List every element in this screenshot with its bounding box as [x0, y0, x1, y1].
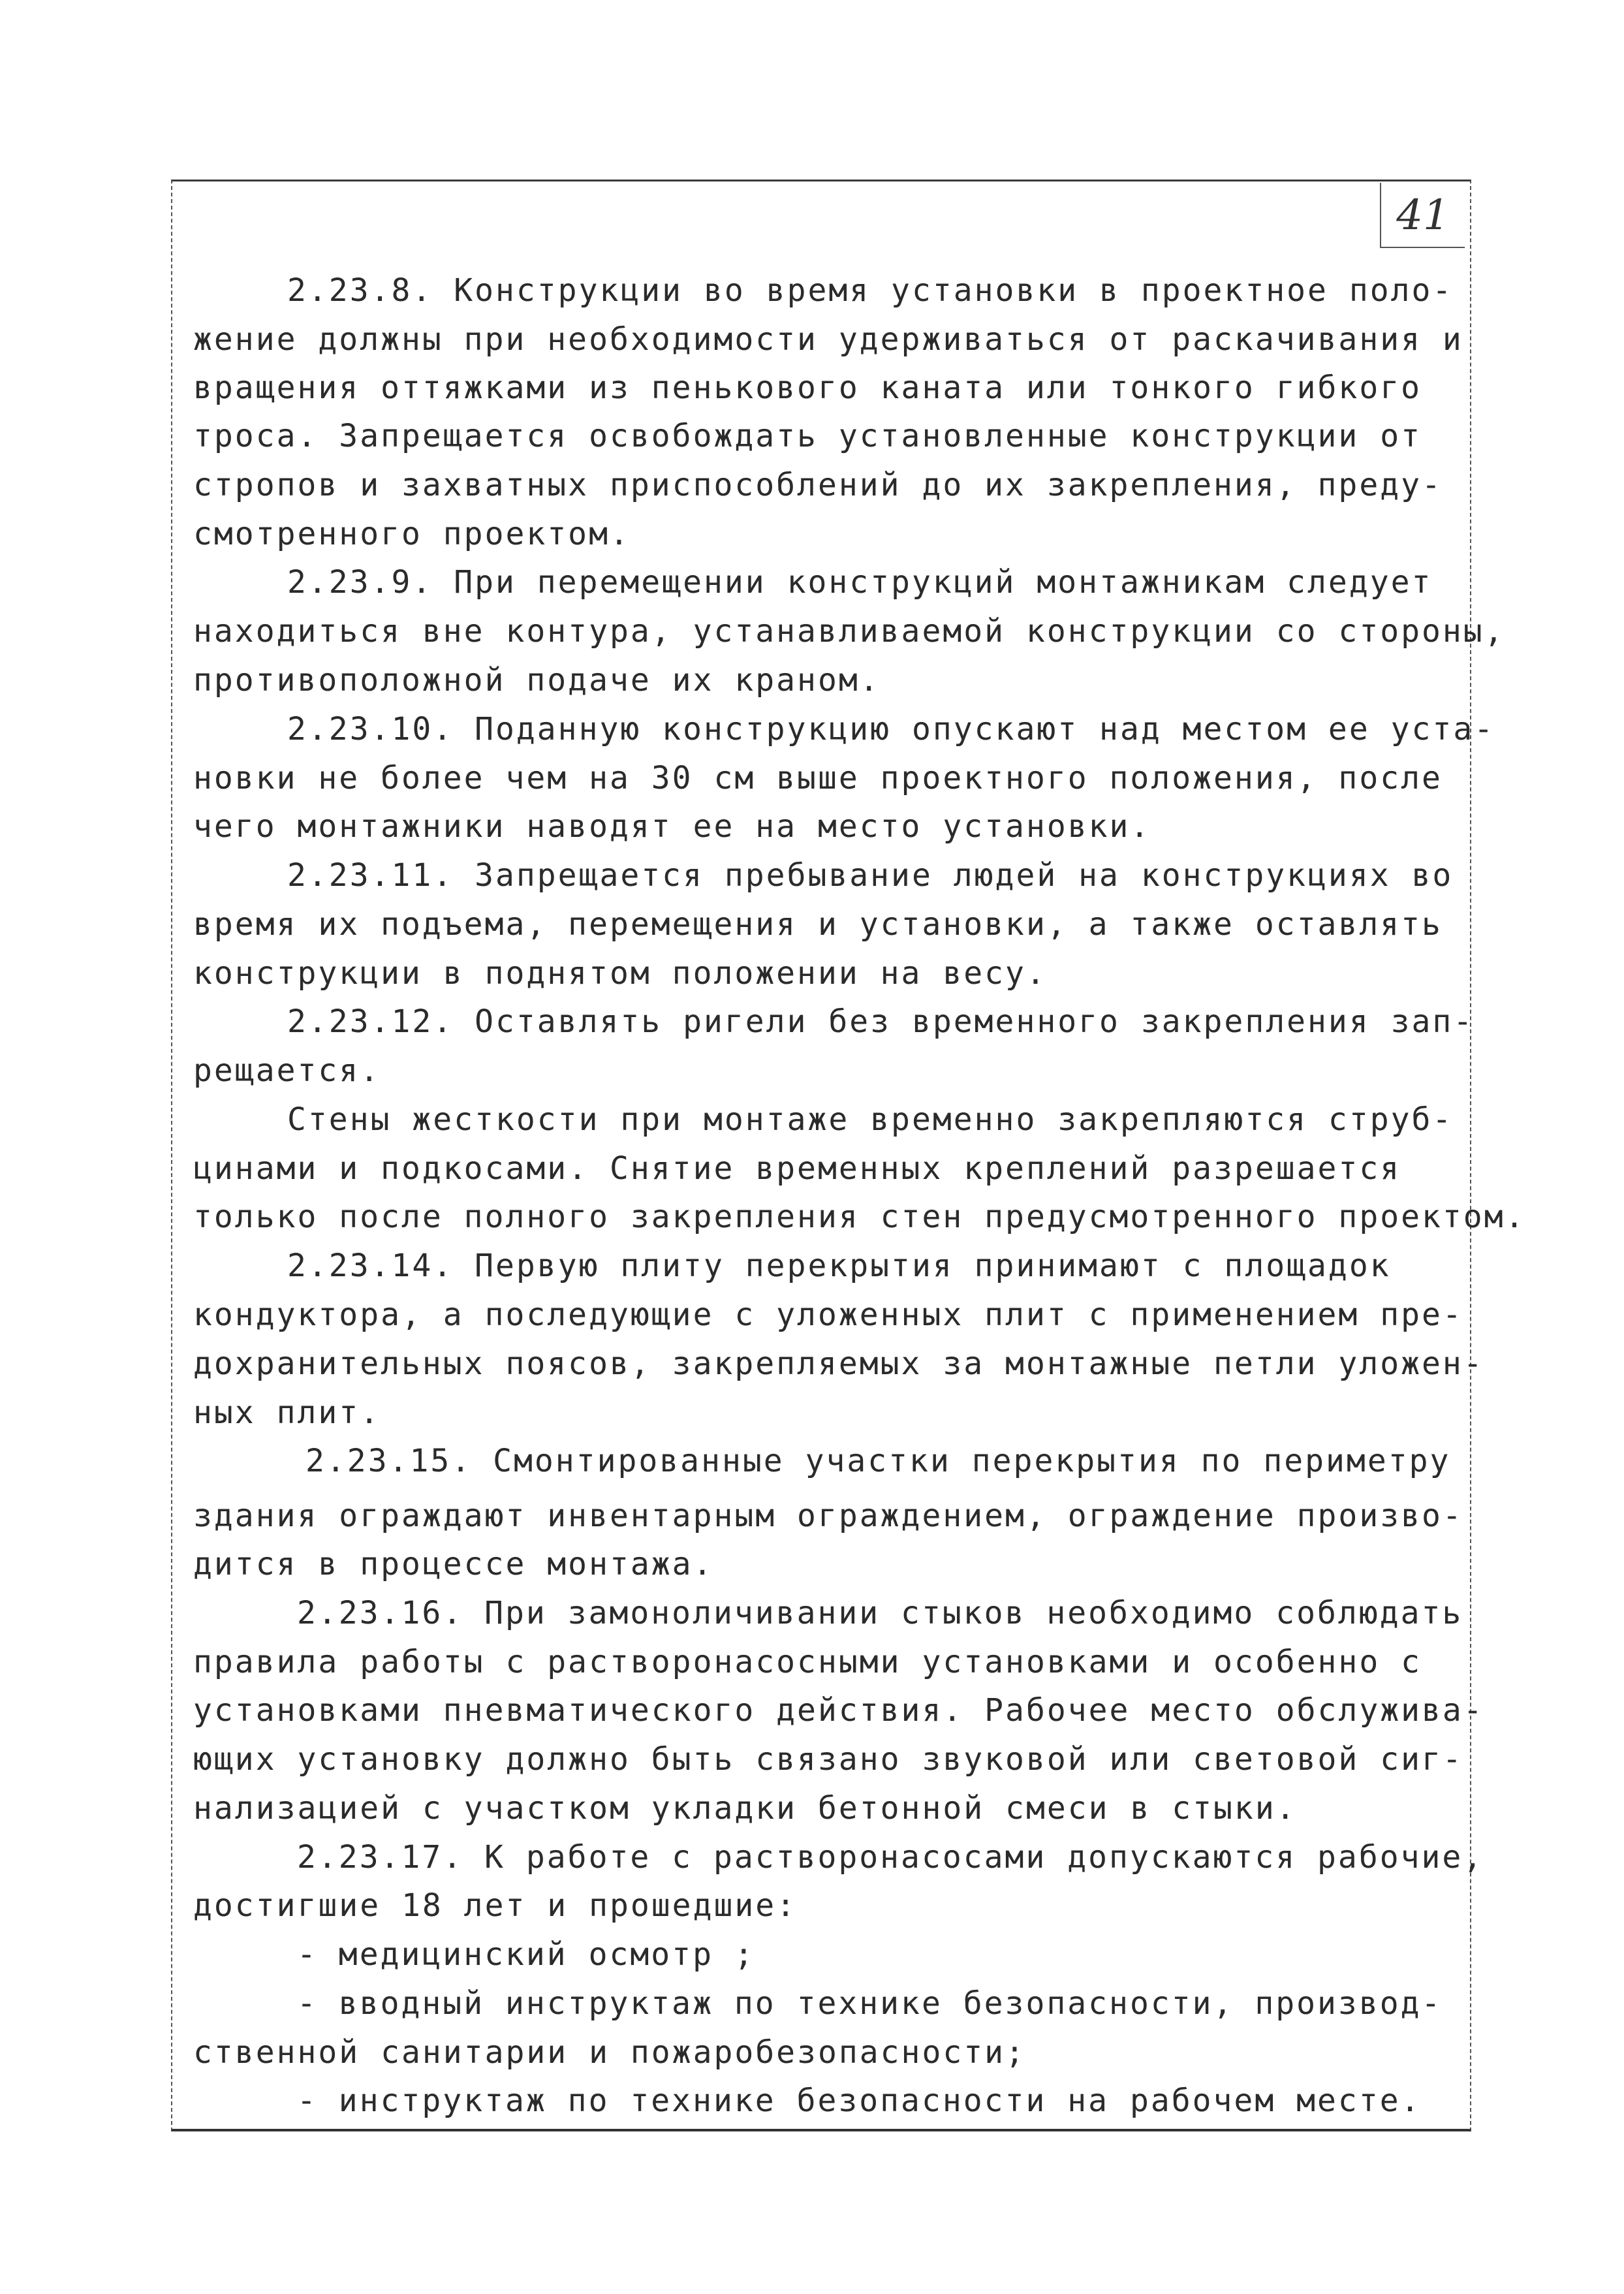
text-line: дится в процессе монтажа. — [193, 1546, 714, 1582]
text-line: 2.23.12. Оставлять ригели без временного закрепления зап- — [287, 1003, 1475, 1040]
text-line: - инструктаж по технике безопасности на рабочем месте. — [297, 2082, 1422, 2119]
text-line: цинами и подкосами. Снятие временных креплений разрешается — [193, 1150, 1401, 1187]
text-line: новки не более чем на 30 см выше проектного положения, после — [193, 760, 1443, 796]
text-line: 2.23.17. К работе с растворонасосами допускаются рабочие, — [297, 1839, 1484, 1876]
text-line: стропов и захватных приспособлений до их закрепления, преду- — [193, 467, 1443, 503]
text-line: 2.23.11. Запрещается пребывание людей на конструкциях во — [287, 857, 1454, 894]
text-line: нализацией с участком укладки бетонной смеси в стыки. — [193, 1790, 1297, 1827]
text-line: ных плит. — [193, 1394, 381, 1431]
text-line: вращения оттяжками из пенькового каната или тонкого гибкого — [193, 369, 1422, 406]
text-line: установками пневматического действия. Рабочее место обслужива- — [193, 1692, 1484, 1729]
text-line: время их подъема, перемещения и установки, а также оставлять — [193, 906, 1443, 943]
text-line: смотренного проектом. — [193, 516, 631, 552]
text-line: - медицинский осмотр ; — [297, 1936, 755, 1973]
text-line: троса. Запрещается освобождать установленные конструкции от — [193, 418, 1422, 454]
text-line: 2.23.9. При перемещении конструкций монтажникам следует — [287, 564, 1433, 601]
text-line: достигшие 18 лет и прошедшие: — [193, 1887, 798, 1924]
text-line: 2.23.14. Первую плиту перекрытия принимают с площадок — [287, 1248, 1391, 1284]
text-line: чего монтажники наводят ее на место установки. — [193, 808, 1151, 845]
text-line: кондуктора, а последующие с уложенных плит с применением пре- — [193, 1296, 1463, 1333]
text-line: здания ограждают инвентарным ограждением, ограждение произво- — [193, 1498, 1463, 1534]
text-line: дохранительных поясов, закрепляемых за монтажные петли уложен- — [193, 1345, 1484, 1382]
text-line: ственной санитарии и пожаробезопасности; — [193, 2034, 1026, 2071]
text-line: - вводный инструктаж по технике безопасности, производ- — [297, 1985, 1443, 2022]
text-line: только после полного закрепления стен предусмотренного проектом. — [193, 1199, 1526, 1235]
text-line: противоположной подаче их краном. — [193, 662, 881, 699]
text-line: 2.23.15. Смонтированные участки перекрытия по периметру — [305, 1443, 1451, 1479]
text-line: ющих установку должно быть связано звуковой или световой сиг- — [193, 1741, 1463, 1778]
text-line: 2.23.8. Конструкции во время установки в проектное поло- — [287, 272, 1454, 309]
text-line: конструкции в поднятом положении на весу. — [193, 955, 1047, 992]
text-line: находиться вне контура, устанавливаемой конструкции со стороны, — [193, 613, 1505, 650]
text-line: правила работы с растворонасосными установками и особенно с — [193, 1644, 1422, 1680]
text-line: 2.23.16. При замоноличивании стыков необходимо соблюдать — [297, 1595, 1463, 1631]
text-line: жение должны при необходимости удерживаться от раскачивания и — [193, 321, 1463, 358]
text-line: рещается. — [193, 1052, 381, 1089]
text-line: 2.23.10. Поданную конструкцию опускают над местом ее уста- — [287, 711, 1495, 747]
page-number: 41 — [1380, 183, 1465, 248]
text-line: Стены жесткости при монтаже временно закрепляются струб- — [287, 1101, 1454, 1138]
